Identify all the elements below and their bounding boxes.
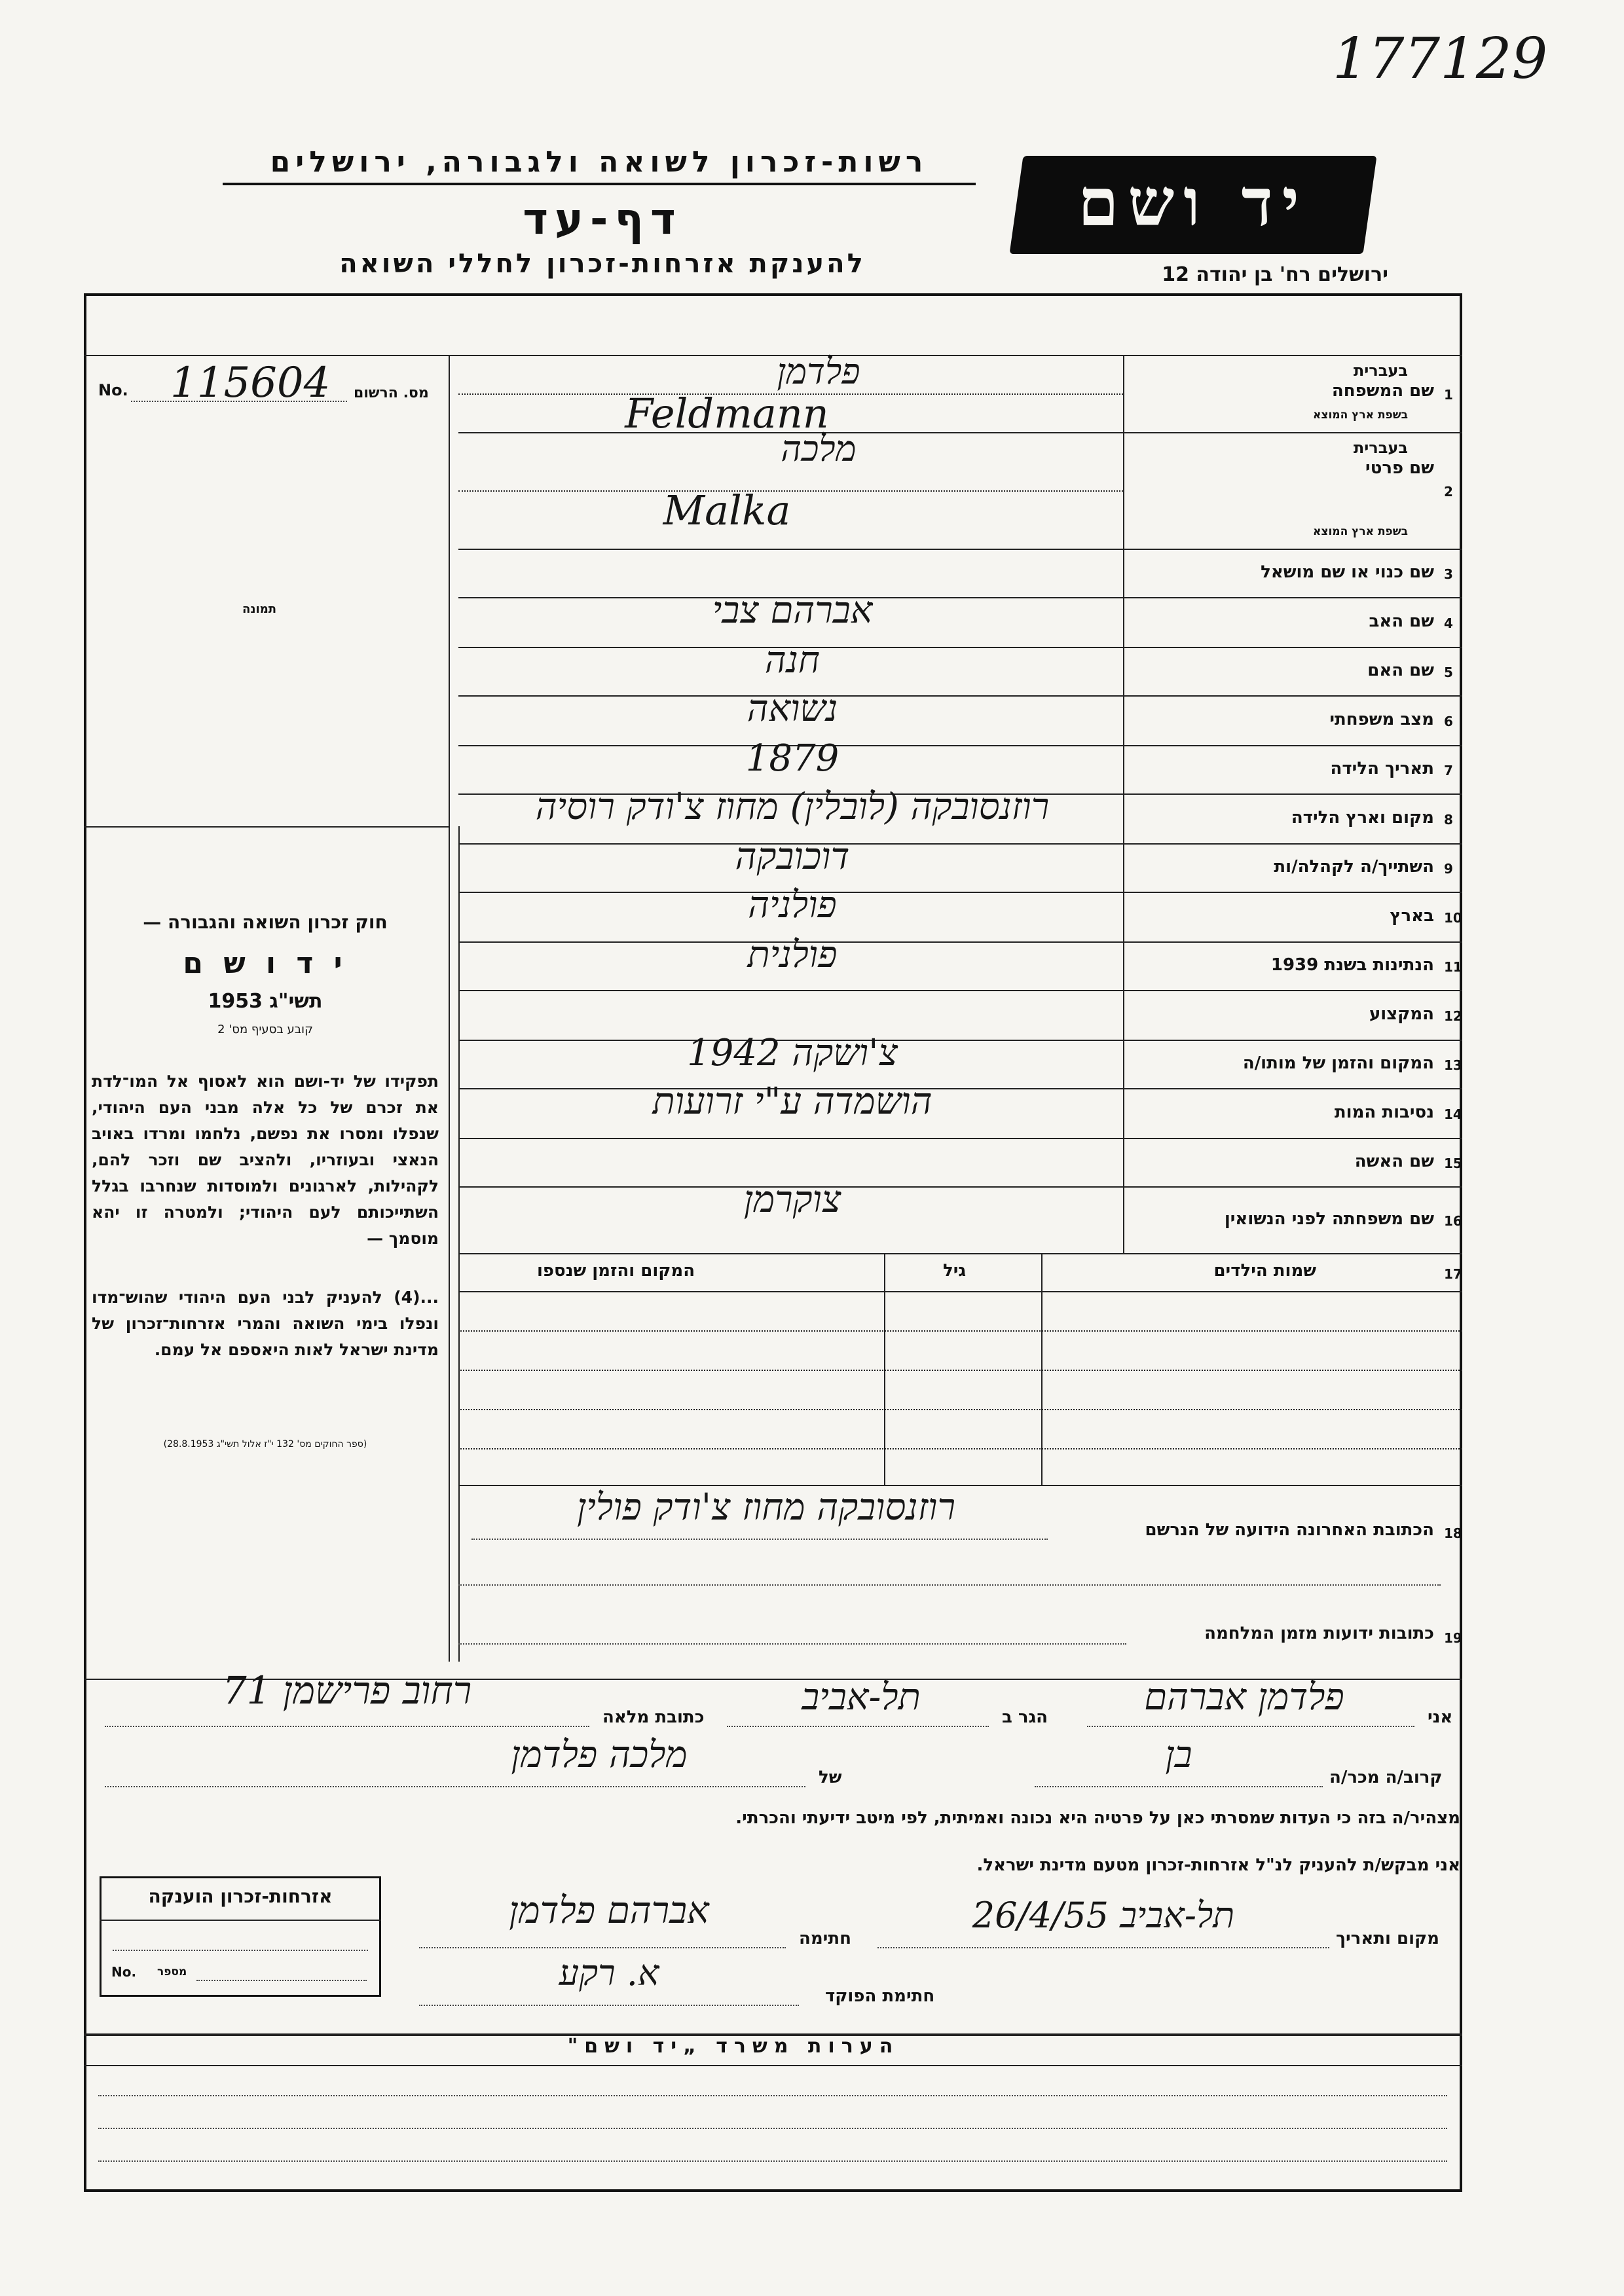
field-6-value: נשואה [747, 687, 838, 730]
law-year: תשי"ג 1953 [208, 990, 323, 1013]
field-1-lang2: בשפת ארץ המוצא [1312, 409, 1408, 422]
field-3-label: שם כנוי או שם מושאל [1261, 562, 1434, 582]
field-14-number: 14 [1444, 1106, 1462, 1122]
field-1-mid-separator [458, 393, 1123, 395]
decl-request: אני מבקש/ת להעניק לנ"ל אזרחות-זכרון מטעם מדינת ישראל. [976, 1855, 1460, 1875]
remarks-title: הערות משרד „יד ושם" [567, 2035, 900, 2058]
field-17-number: 17 [1444, 1266, 1462, 1282]
field-8-value: רוזנסובקה (לובלין) מחוז צ'ודק רוסיה [535, 786, 1050, 828]
law-title: חוק זכרון השואה והגבורה — [143, 911, 388, 933]
field-14-label: נסיבות המות [1334, 1102, 1434, 1122]
field-16-label: שם משפחתה לפני הנשואין [1224, 1209, 1434, 1229]
decl-resident-label: הגר ב [1002, 1707, 1048, 1727]
decl-statement: מצהיר/ה בזה כי העדות שמסרתי כאן על פרטיה היא נכונה ואמיתית, לפי מיטב ידיעתי והכרתי. [735, 1808, 1460, 1828]
decl-place-date-label: מקום ותאריך [1336, 1929, 1439, 1948]
decl-of-label: של [819, 1768, 842, 1787]
field-18-number: 18 [1444, 1525, 1462, 1541]
field-1-number: 1 [1444, 387, 1453, 403]
field-2-label: שם פרטי [1365, 458, 1434, 478]
form-subtitle: להענקת אזרחות-זכרון לחללי השואה [339, 249, 866, 279]
field-10-value: פולניה [748, 884, 837, 926]
field-4-value: אברהם צבי [712, 589, 873, 632]
decl-address-label: כתובת מלאה [602, 1707, 705, 1727]
logo-text: יד ושם [1078, 164, 1308, 241]
field-1-label: שם המשפחה [1331, 381, 1434, 401]
children-label [1133, 1261, 1447, 1281]
field-19-label: כתובות ידועות מזמן המלחמה [1204, 1624, 1434, 1643]
registration-label: מס. הרשום [354, 385, 429, 401]
field-13-number: 13 [1444, 1057, 1462, 1073]
archive-number: 177129 [1333, 26, 1548, 92]
field-4-label: שם האב [1369, 611, 1434, 631]
field-11-value: פולנית [747, 934, 838, 976]
decl-official-signature: א. רקע [559, 1952, 659, 1994]
field-5-value: חנה [764, 639, 821, 682]
field-3-number: 3 [1444, 566, 1453, 582]
photo-label: תמונה [242, 602, 277, 616]
field-15-number: 15 [1444, 1156, 1462, 1171]
decl-name: פלדמן אברהם [1144, 1676, 1344, 1719]
field-11-number: 11 [1444, 959, 1462, 975]
decl-of-name: מלכה פלדמן [511, 1734, 688, 1776]
field-13-value: צ'ושקה 1942 [687, 1032, 898, 1074]
children-age-header: גיל [943, 1261, 967, 1281]
field-18-label: הכתובת האחרונה הידועה של הנרשם [1145, 1520, 1434, 1540]
law-paragraph-1: תפקידו של יד-ושם הוא לאסוף אל המו־לדת את זכרם של כל אלה מבני העם היהודי, שנפלו ומסרו את נפשם, נלחמו ומרדו באויב הנאצי ובעוזריו, ולהציב שם וזכר להם, לקהילות, לארגונים ולמוסדות שנחרבו בגלל השתייכותם לעם היהודי; ולמטרה זו יהא מוסמך — [92, 1072, 439, 1248]
authority-title: רשות-זכרון לשואה ולגבורה, ירושלים [223, 145, 976, 185]
field-9-label: השתייך/ה לקהלה/ות [1274, 857, 1434, 877]
field-7-label: תאריך הלידה [1330, 759, 1434, 778]
registration-number: 115604 [170, 359, 331, 407]
field-2-value-latin: Malka [663, 486, 791, 534]
field-8-label: מקום וארץ הלידה [1291, 808, 1434, 828]
field-10-label: בארץ [1390, 906, 1434, 926]
field-1-value-hebrew: פלדמן [777, 351, 860, 392]
field-11-label: הנתינות בשנת 1939 [1270, 955, 1434, 975]
field-6-label: מצב משפחתי [1329, 710, 1434, 729]
field-12-number: 12 [1444, 1008, 1462, 1024]
field-5-number: 5 [1444, 665, 1453, 680]
field-2-separator [458, 549, 1462, 550]
field-1-value-latin: Feldmann [625, 390, 829, 437]
field-14-separator [458, 1138, 1462, 1139]
field-9-number: 9 [1444, 861, 1453, 877]
decl-signature: אברהם פלדמן [509, 1889, 709, 1932]
decl-ani: אני [1428, 1707, 1453, 1727]
field-16-number: 16 [1444, 1213, 1462, 1229]
field-2-number: 2 [1444, 484, 1453, 500]
field-1-lang1: בעברית [1353, 361, 1408, 380]
field-8-number: 8 [1444, 812, 1453, 828]
children-header: שמות הילדים [1213, 1261, 1316, 1281]
field-2-mid-separator [458, 490, 1123, 492]
decl-place-date: תל-אביב 26/4/55 [972, 1895, 1235, 1936]
grant-box-title: אזרחות-זכרון הוענקה [148, 1886, 333, 1907]
decl-relation: בן [1165, 1734, 1192, 1776]
field-6-number: 6 [1444, 714, 1453, 729]
field-2-value-hebrew: מלכה [781, 428, 857, 469]
decl-official-label: חתימת הפוקד [825, 1986, 935, 2006]
decl-relative-label: קרוב/ה מכר/ה [1329, 1768, 1443, 1787]
grant-box-no: No. [111, 1964, 137, 1980]
field-7-value: 1879 [745, 737, 840, 780]
decl-signature-label: חתימה [799, 1929, 851, 1948]
form-title: דף-עד [523, 194, 682, 244]
field-18-value: רוזנסובקה מחוז צ'ודק פולין [576, 1486, 956, 1529]
field-7-number: 7 [1444, 763, 1453, 778]
field-2-lang2: בשפת ארץ המוצא [1312, 525, 1408, 538]
decl-city: תל-אביב [802, 1676, 921, 1719]
law-name: י ד ו ש ם [183, 947, 348, 980]
law-clause: קובע בסעיף מס' 2 [217, 1023, 313, 1036]
decl-full-address: רחוב פרישמן 71 [222, 1668, 472, 1713]
field-13-label: המקום והזמן של מותו/ה [1242, 1053, 1434, 1073]
law-source: (ספר החוקים מס' 132 י"ז אלול תשי"ג 28.8.1953) [163, 1439, 367, 1449]
field-14-value: הושמדה ע"י זרועות [652, 1080, 932, 1123]
field-5-label: שם האם [1367, 661, 1434, 680]
field-15-label: שם האשה [1354, 1152, 1434, 1171]
field-4-number: 4 [1444, 615, 1453, 631]
field-12-label: המקצוע [1369, 1004, 1434, 1024]
field-2-lang1: בעברית [1353, 439, 1408, 457]
logo-address: ירושלים רח' בן יהודה 12 [1162, 263, 1388, 286]
grant-box-number-label: מספר [157, 1965, 187, 1978]
field-16-value: צוקרמן [743, 1178, 841, 1221]
field-9-value: דוכובקה [735, 835, 850, 878]
children-place-header: המקום והזמן שנספו [537, 1261, 695, 1281]
registration-no-label: No. [98, 381, 128, 399]
law-paragraph-2: ...(4) להעניק לבני העם היהודי שהוש־מדו ונפלו בימי השואה והמרי אזרחות־זכרון של מדינת ישראל לאות היאספם אל עמם. [92, 1288, 439, 1359]
field-11-separator [458, 990, 1462, 991]
field-10-number: 10 [1444, 910, 1462, 926]
field-19-number: 19 [1444, 1630, 1462, 1646]
